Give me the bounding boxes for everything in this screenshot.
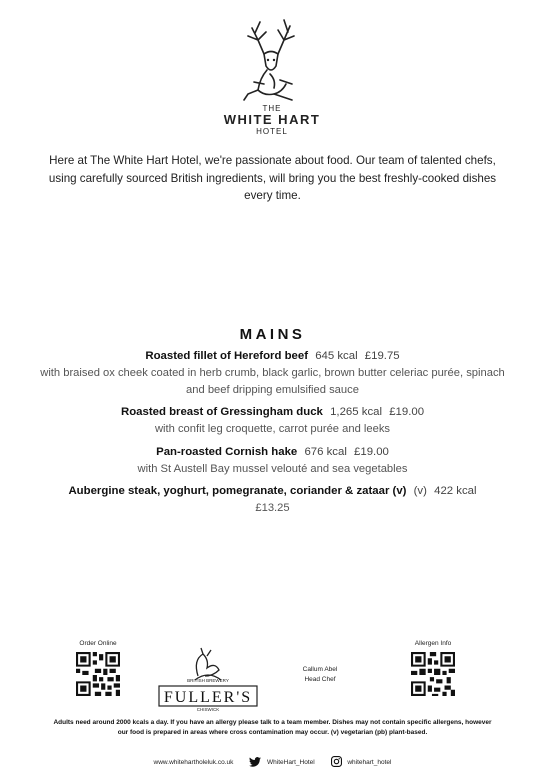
fullers-top-text: BRITISH BREWERY: [187, 678, 229, 683]
qr-code-icon[interactable]: [411, 652, 455, 696]
dish-name: Pan-roasted Cornish hake: [156, 445, 298, 458]
dish-name: Aubergine steak, yoghurt, pomegranate, coriander & zataar (v): [68, 485, 407, 497]
order-online-label: Order Online: [79, 640, 117, 647]
brand-hotel: HOTEL: [256, 127, 288, 136]
footer: [0, 640, 545, 776]
twitter-icon: [249, 757, 261, 769]
dish-kcal: 1,265 kcal: [330, 406, 383, 418]
instagram-handle[interactable]: whitehart_hotel: [347, 759, 392, 766]
dish-kcal: 676 kcal: [304, 445, 347, 458]
twitter-handle[interactable]: WhiteHart_Hotel: [267, 759, 315, 766]
dish-description: with St Austell Bay mussel velouté and sea vegetables: [137, 462, 408, 475]
dish-item: [30, 483, 515, 517]
dish-kcal: 645 kcal: [315, 350, 358, 362]
allergen-info-label: Allergen Info: [414, 640, 452, 647]
allergen-info-qr[interactable]: [403, 640, 463, 698]
dish-item: [30, 444, 515, 478]
hotel-logo: [212, 14, 332, 142]
dish-item: [30, 348, 515, 398]
order-online-qr[interactable]: [68, 640, 128, 698]
dish-price: £19.00: [389, 406, 425, 418]
dish-price: £13.25: [255, 502, 290, 514]
head-chef: [290, 665, 350, 685]
dish-list: [30, 348, 515, 523]
stag-head-icon: [234, 14, 310, 102]
contact-bar: [0, 756, 545, 769]
allergy-notice: Adults need around 2000 kcals a day. If you have an allergy please talk to a team member. Dishes may not contain specific allergens, however our food is prepared in areas where cross contamination may occur. (v) vegetarian (pb) plant-based.: [53, 719, 492, 736]
dish-description: with braised ox cheek coated in herb crumb, black garlic, brown butter celeriac purée, spinach and beef dripping emulsified sauce: [40, 367, 505, 396]
dish-kcal: 422 kcal: [434, 485, 477, 497]
fullers-name-text: FULLER'S: [163, 689, 253, 706]
fullers-bottom-text: CHISWICK: [196, 707, 220, 712]
dish-item: [30, 404, 515, 438]
brand-the: THE: [262, 104, 282, 113]
brand-name: WHITE HART: [223, 112, 321, 127]
dish-price: £19.75: [364, 350, 400, 362]
fullers-logo: [153, 646, 263, 712]
section-title: MAINS: [239, 326, 306, 343]
dish-description: with confit leg croquette, carrot purée and leeks: [154, 423, 391, 435]
qr-code-icon[interactable]: [76, 652, 120, 696]
dish-name: Roasted breast of Gressingham duck: [120, 406, 323, 418]
chef-name: Callum Abel: [302, 666, 338, 673]
dish-tag: (v): [413, 485, 427, 497]
website-link[interactable]: www.whitehartholeluk.co.uk: [153, 759, 234, 766]
dish-price: £19.00: [354, 445, 389, 458]
dish-name: Roasted fillet of Hereford beef: [145, 350, 309, 362]
chef-title: Head Chef: [304, 676, 336, 683]
intro-text: Here at The White Hart Hotel, we're passionate about food. Our team of talented chefs, using carefully sourced British ingredients, will bring you the best freshly-cooked dishes every time.: [48, 154, 497, 202]
instagram-icon: [331, 756, 342, 769]
